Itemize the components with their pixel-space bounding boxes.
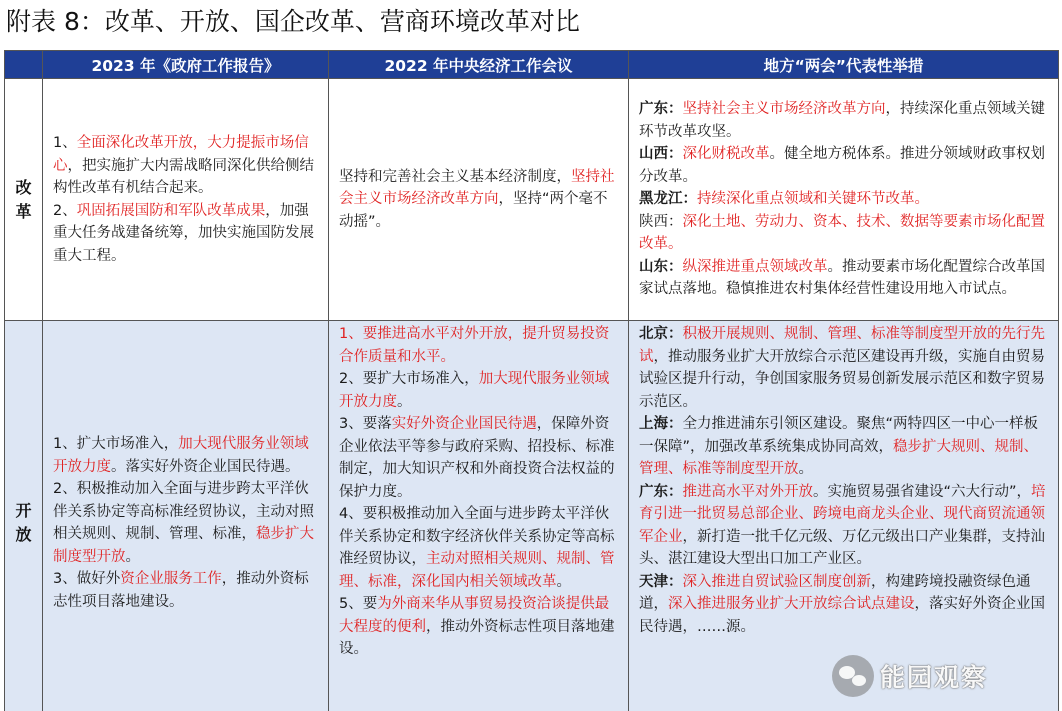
body-text: ，把实施扩大内需战略同深化供给侧结构性改革有机结合起来。	[53, 157, 314, 196]
highlight-text: 积极开展规则、规制、管理、标准等制度型开放的先行先试	[639, 326, 1045, 365]
highlight-text: 稳步扩大规则、规制、管理、标准等制度型开放	[639, 438, 1039, 477]
body-text: 。	[556, 573, 571, 590]
body-text: 坚持和完善社会主义基本经济制度，	[339, 168, 571, 185]
cell-paragraph	[53, 433, 320, 478]
body-text: 。	[798, 461, 813, 477]
body-text: 1、	[53, 135, 77, 151]
body-text: 1、扩大市场准入，	[53, 436, 179, 452]
cell-paragraph	[339, 413, 620, 503]
cell-paragraph	[639, 211, 1050, 256]
cell-paragraph	[639, 188, 1050, 211]
table-row-opening	[5, 321, 1059, 711]
body-text: 。	[125, 548, 140, 565]
highlight-text: 坚持社会主义市场经济改革方向	[682, 101, 886, 118]
highlight-text: 主动对照相关规则、规制、管理、标准，深化国内相关领域改革	[339, 551, 615, 590]
highlight-text: 稳步扩大制度型开放	[53, 526, 314, 565]
body-text: 山东：	[639, 258, 683, 275]
body-text: 。	[397, 393, 412, 410]
row-label-reform: 改 革	[5, 79, 43, 321]
highlight-text: 持续深化重点领域和关键环节改革。	[697, 191, 929, 208]
body-text: 。落实好外资企业国民待遇。	[111, 458, 300, 475]
highlight-text: 实好外资企业国民待遇	[391, 416, 537, 432]
row-label-opening: 开 放	[5, 321, 43, 711]
cell-paragraph	[639, 98, 1050, 143]
header-cewc: 2022 年中央经济工作会议	[329, 51, 629, 79]
cell-paragraph	[339, 323, 620, 368]
cell-paragraph	[639, 323, 1050, 413]
body-text: 4、要积极推动加入全面与进步跨太平洋伙伴关系协定和数字经济伙伴关系协定等高标准经贸协议，	[339, 506, 615, 567]
cell-paragraph	[639, 571, 1050, 639]
highlight-text: 深入推进自贸试验区制度创新	[682, 573, 871, 590]
body-text: ，推动外资标志性项目落地建设。	[53, 571, 309, 610]
cell-opening-gov-report	[43, 321, 329, 711]
highlight-text: 培育引进一批贸易总部企业、跨境电商龙头企业、现代商贸流通领军企业	[639, 483, 1046, 545]
cell-opening-cewc	[329, 321, 629, 711]
body-text: 黑龙江：	[639, 191, 697, 208]
body-text: 2、积极推动加入全面与进步跨太平洋伙伴关系协定等高标准经贸协议，主动对照相关规则、规制、管理、标准，	[53, 481, 314, 542]
header-corner	[5, 51, 43, 79]
highlight-text: 全面深化改革开放，大力提振市场信心	[53, 135, 309, 174]
body-text: ，保障外资企业依法平等参与政府采购、招投标、标准制定，加大知识产权和外商投资合法权益的保护力度。	[339, 416, 615, 500]
body-text: 全力推进浦东引领区建设。聚焦“两特四区一中心一样板一保障”，加强改革系统集成协同高效，	[639, 416, 1039, 455]
highlight-text: 1、要推进高水平对外开放，提升贸易投资合作质量和水平。	[339, 326, 610, 365]
body-text: ，推动外资标志性项目落地建设。	[339, 618, 615, 657]
highlight-text: 资企业服务工作	[120, 571, 222, 587]
body-text: 3、要落	[339, 416, 392, 432]
body-text: 2、要扩大市场准入，	[339, 371, 479, 387]
body-text: 5、要	[339, 596, 378, 612]
highlight-text: 巩固拓展国防和军队改革成果	[76, 202, 266, 219]
cell-paragraph	[339, 503, 620, 593]
cell-opening-local	[629, 321, 1059, 711]
cell-paragraph	[639, 256, 1050, 301]
cell-paragraph	[639, 413, 1050, 481]
header-gov-report: 2023 年《政府工作报告》	[43, 51, 329, 79]
cell-paragraph	[53, 132, 320, 200]
cell-reform-cewc	[329, 79, 629, 321]
body-text: 。推动要素市场化配置综合改革国家试点落地。稳慎推进农村集体经营性建设用地入市试点。	[639, 258, 1045, 298]
body-text: 。健全地方税体系。推进分领域财政事权划分改革。	[639, 146, 1045, 185]
body-text: 。实施贸易强省建设“六大行动”，	[813, 483, 1032, 500]
cell-paragraph	[339, 593, 620, 661]
body-text: 源。	[726, 618, 755, 635]
cell-paragraph	[339, 368, 620, 413]
body-text: 广东：	[639, 101, 683, 118]
body-text: 广东：	[639, 483, 683, 500]
watermark-text: 能园观察	[880, 663, 989, 692]
header-local: 地方“两会”代表性举措	[629, 51, 1059, 79]
page-title: 附表 8：改革、开放、国企改革、营商环境改革对比	[6, 7, 580, 36]
highlight-text: 坚持社会主义市场经济改革方向	[339, 168, 615, 208]
body-text: ……	[697, 618, 726, 635]
cell-paragraph	[639, 481, 1050, 571]
cell-paragraph	[53, 568, 320, 613]
highlight-text: 深入推进服务业扩大开放综合试点建设	[668, 596, 915, 612]
body-text: 山西：	[639, 146, 683, 163]
body-text: ，坚持“两个毫不动摇”。	[339, 191, 608, 230]
highlight-text: 推进高水平对外开放	[682, 483, 813, 500]
cell-paragraph	[53, 478, 320, 568]
comparison-table	[4, 50, 1059, 711]
cell-paragraph	[639, 143, 1050, 188]
highlight-text: 深化财税改革	[682, 146, 770, 163]
body-text: 北京：	[639, 326, 683, 342]
highlight-text: 加大现代服务业领域开放力度	[339, 371, 610, 410]
highlight-text: 纵深推进重点领域改革	[682, 258, 828, 275]
cell-paragraph	[339, 166, 620, 234]
table-row-reform	[5, 79, 1059, 321]
highlight-text: 深化土地、劳动力、资本、技术、数据等要素市场化配置改革。	[639, 213, 1045, 253]
body-text: 陕西：	[639, 213, 683, 230]
body-text: ，推动服务业扩大开放综合示范区建设再升级，实施自由贸易试验区提升行动，争创国家服务贸易创新发展示范区和数字贸易示范区。	[639, 348, 1045, 410]
cell-paragraph	[53, 200, 320, 268]
cell-reform-local	[629, 79, 1059, 321]
body-text: ，加强重大任务战建备统筹，加快实施国防发展重大工程。	[53, 202, 314, 264]
body-text: ，落实好外资企业国民待遇，	[639, 596, 1045, 635]
highlight-text: 为外商来华从事贸易投资洽谈提供最大程度的便利	[339, 596, 610, 635]
cell-reform-gov-report	[43, 79, 329, 321]
body-text: ，持续深化重点领域关键环节改革攻坚。	[639, 101, 1045, 140]
highlight-text: 加大现代服务业领域开放力度	[53, 436, 309, 475]
body-text: ，新打造一批千亿元级、万亿元级出口产业集群，支持汕头、湛江建设大型出口加工产业区。	[639, 528, 1045, 567]
body-text: 3、做好外	[53, 571, 121, 587]
body-text: 天津：	[639, 573, 683, 590]
table-header-row	[5, 51, 1059, 79]
body-text: ，构建跨境投融资绿色通道，	[639, 573, 1031, 612]
body-text: 上海：	[639, 416, 683, 432]
body-text: 2、	[53, 202, 77, 219]
